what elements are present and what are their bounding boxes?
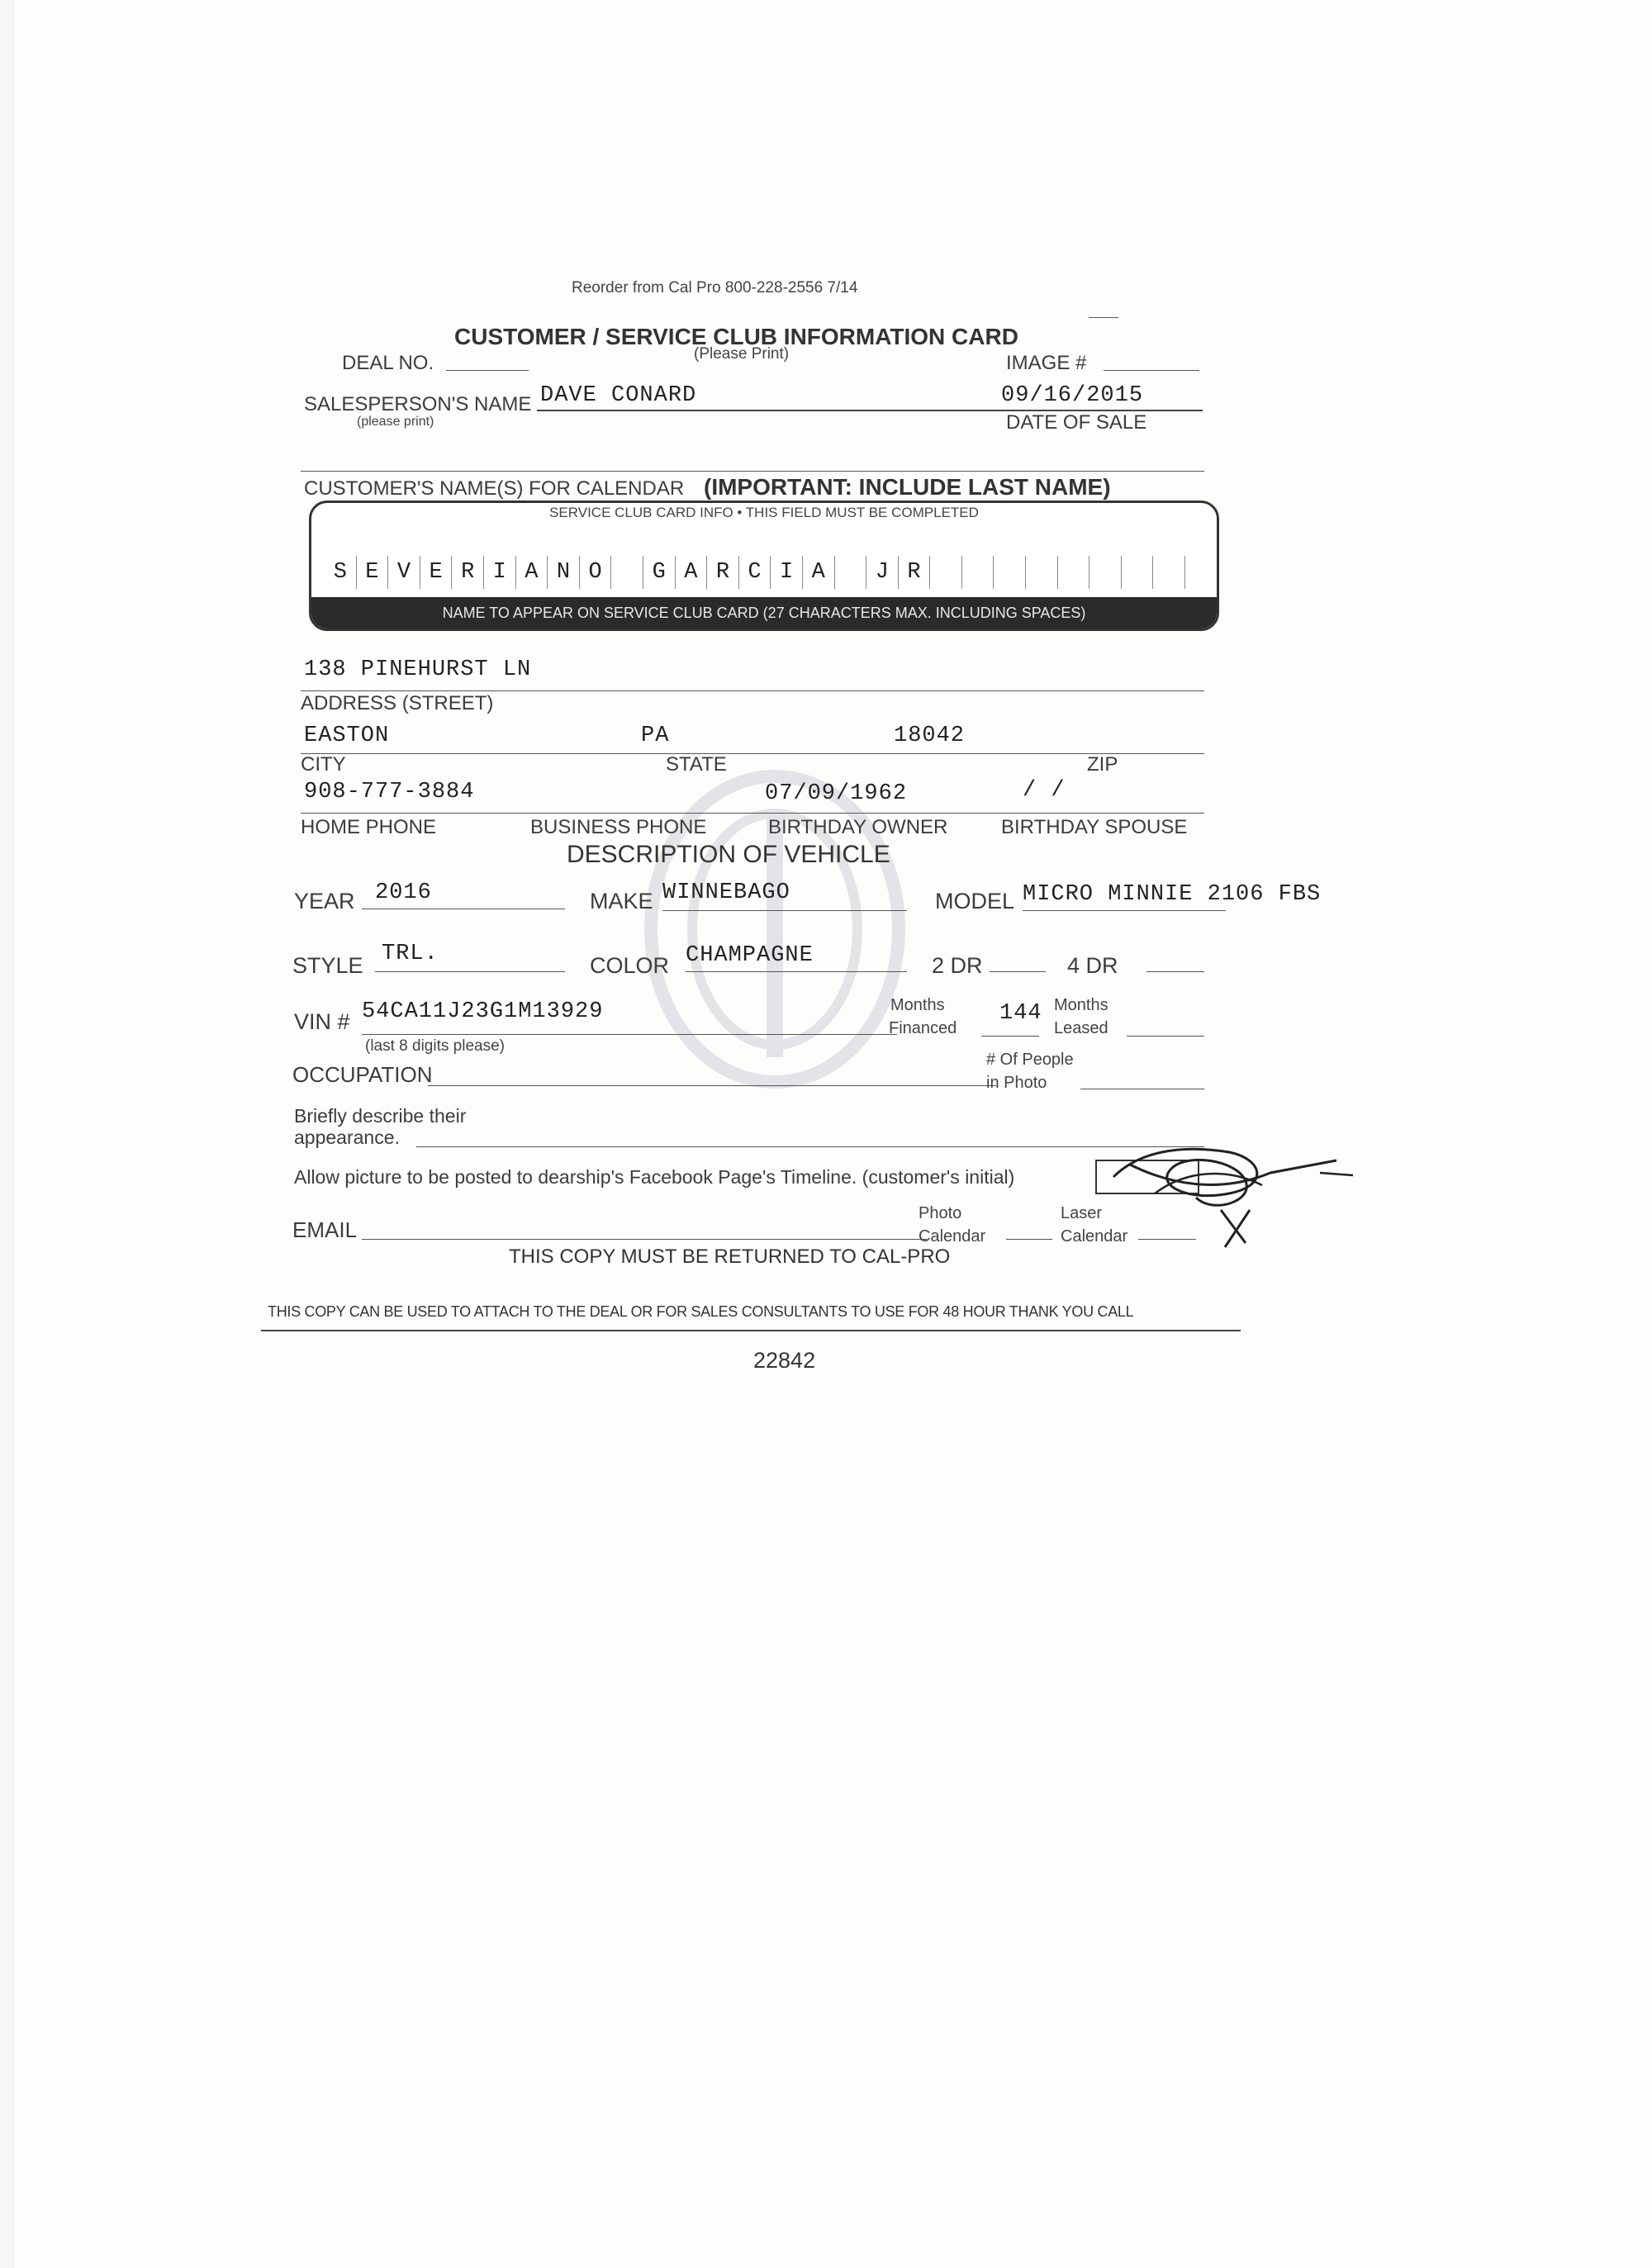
vin-label: VIN # bbox=[294, 1009, 350, 1034]
date-of-sale-value: 09/16/2015 bbox=[1001, 383, 1144, 408]
people-in-photo-label-top: # Of People bbox=[986, 1051, 1074, 1069]
card-char-cell bbox=[994, 556, 1026, 589]
months-leased-field[interactable] bbox=[1127, 1036, 1204, 1037]
make-label: MAKE bbox=[590, 889, 653, 913]
card-char-cell: G bbox=[643, 556, 676, 589]
card-char-cell: A bbox=[676, 556, 708, 589]
card-char-cell bbox=[930, 556, 962, 589]
year-label: YEAR bbox=[294, 889, 355, 913]
calendar-name-field[interactable] bbox=[301, 471, 1204, 472]
salesperson-sub-label: (please print) bbox=[357, 415, 434, 429]
photo-calendar-field[interactable] bbox=[1006, 1239, 1052, 1240]
city-state-zip-field[interactable] bbox=[301, 753, 1204, 754]
business-phone-label: BUSINESS PHONE bbox=[530, 816, 707, 838]
people-in-photo-label-bottom: in Photo bbox=[986, 1074, 1047, 1092]
email-label: EMAIL bbox=[292, 1217, 358, 1242]
occupation-label: OCCUPATION bbox=[292, 1062, 433, 1087]
email-field[interactable] bbox=[362, 1239, 927, 1240]
card-char-cell: R bbox=[452, 556, 484, 589]
card-char-cell: C bbox=[739, 556, 771, 589]
zip-value: 18042 bbox=[894, 724, 966, 748]
laser-calendar-label-bottom: Calendar bbox=[1061, 1227, 1128, 1246]
card-char-cell: A bbox=[803, 556, 835, 589]
card-char-cell bbox=[1153, 556, 1185, 589]
salesperson-label: SALESPERSON'S NAME bbox=[304, 393, 532, 415]
card-char-cell: J bbox=[866, 556, 899, 589]
form-title: CUSTOMER / SERVICE CLUB INFORMATION CARD bbox=[454, 324, 1018, 349]
footer-divider bbox=[261, 1330, 1241, 1331]
model-value: MICRO MINNIE 2106 FBS bbox=[1023, 882, 1322, 907]
style-label: STYLE bbox=[292, 953, 363, 978]
months-financed-label-top: Months bbox=[890, 996, 945, 1014]
card-char-cell bbox=[611, 556, 643, 589]
color-value: CHAMPAGNE bbox=[686, 943, 814, 968]
street-label: ADDRESS (STREET) bbox=[301, 692, 494, 714]
card-char-cell bbox=[1122, 556, 1154, 589]
year-value: 2016 bbox=[375, 880, 432, 905]
card-char-cell: I bbox=[484, 556, 516, 589]
vin-sub-label: (last 8 digits please) bbox=[365, 1037, 505, 1055]
two-door-label: 2 DR bbox=[932, 953, 983, 978]
image-no-label: IMAGE # bbox=[1006, 352, 1087, 374]
state-value: PA bbox=[641, 724, 670, 748]
card-header-text: SERVICE CLUB CARD INFO • THIS FIELD MUST BE COMPLETED bbox=[549, 505, 979, 520]
color-label: COLOR bbox=[590, 953, 670, 978]
color-field[interactable] bbox=[686, 971, 907, 972]
form-number: 22842 bbox=[753, 1348, 816, 1373]
card-char-cell: V bbox=[388, 556, 420, 589]
reorder-info: Reorder from Cal Pro 800-228-2556 7/14 bbox=[572, 279, 858, 297]
city-label: CITY bbox=[301, 753, 346, 776]
date-of-sale-label: DATE OF SALE bbox=[1006, 411, 1147, 434]
four-door-field[interactable] bbox=[1146, 971, 1204, 972]
birthday-owner-label: BIRTHDAY OWNER bbox=[768, 816, 948, 838]
card-name-cells[interactable] bbox=[325, 556, 1185, 589]
service-club-card-box bbox=[309, 501, 1219, 631]
birthday-spouse-label: BIRTHDAY SPOUSE bbox=[1001, 816, 1188, 838]
card-char-cell: O bbox=[580, 556, 612, 589]
zip-label: ZIP bbox=[1087, 753, 1118, 776]
vin-value: 54CA11J23G1M13929 bbox=[362, 999, 604, 1024]
phones-field[interactable] bbox=[301, 813, 1204, 814]
describe-label-line-1: Briefly describe their bbox=[294, 1105, 467, 1127]
months-leased-label-bottom: Leased bbox=[1054, 1019, 1108, 1037]
vin-field[interactable] bbox=[362, 1034, 897, 1035]
return-note: THIS COPY MUST BE RETURNED TO CAL-PRO bbox=[509, 1246, 951, 1268]
city-value: EASTON bbox=[304, 724, 390, 748]
state-label: STATE bbox=[666, 753, 727, 776]
card-char-cell: S bbox=[325, 556, 357, 589]
card-char-cell bbox=[962, 556, 995, 589]
card-char-cell: E bbox=[357, 556, 389, 589]
appearance-field[interactable] bbox=[416, 1146, 1204, 1147]
photo-calendar-label-top: Photo bbox=[919, 1204, 962, 1222]
important-note: (IMPORTANT: INCLUDE LAST NAME) bbox=[704, 474, 1111, 500]
model-field[interactable] bbox=[1023, 910, 1226, 911]
calendar-name-label: CUSTOMER'S NAME(S) FOR CALENDAR bbox=[304, 477, 685, 500]
laser-calendar-label-top: Laser bbox=[1061, 1204, 1103, 1222]
model-label: MODEL bbox=[935, 889, 1015, 913]
street-field[interactable] bbox=[301, 690, 1204, 691]
card-footer-bar: NAME TO APPEAR ON SERVICE CLUB CARD (27 CHARACTERS MAX. INCLUDING SPACES) bbox=[311, 597, 1217, 629]
birthday-spouse-value: / / bbox=[1023, 778, 1066, 803]
photo-calendar-label-bottom: Calendar bbox=[919, 1227, 986, 1246]
form-page bbox=[15, 0, 1652, 2268]
header-dash bbox=[1089, 317, 1118, 318]
make-field[interactable] bbox=[662, 910, 907, 911]
please-print-note: (Please Print) bbox=[694, 345, 790, 363]
facebook-permission-label: Allow picture to be posted to dearship's Facebook Page's Timeline. (customer's initial) bbox=[294, 1166, 1015, 1188]
style-value: TRL. bbox=[382, 942, 439, 966]
image-no-field[interactable] bbox=[1104, 370, 1199, 371]
card-char-cell: R bbox=[899, 556, 931, 589]
deal-no-label: DEAL NO. bbox=[342, 352, 434, 374]
card-char-cell: A bbox=[516, 556, 548, 589]
describe-label-line-2: appearance. bbox=[294, 1127, 400, 1148]
card-char-cell bbox=[1058, 556, 1090, 589]
vehicle-section-title: DESCRIPTION OF VEHICLE bbox=[567, 841, 890, 868]
four-door-label: 4 DR bbox=[1067, 953, 1118, 978]
deal-no-field[interactable] bbox=[446, 370, 529, 371]
months-financed-field[interactable] bbox=[981, 1036, 1039, 1037]
two-door-field[interactable] bbox=[990, 971, 1046, 972]
birthday-owner-value: 07/09/1962 bbox=[765, 781, 908, 806]
card-char-cell: R bbox=[707, 556, 739, 589]
card-char-cell: E bbox=[420, 556, 453, 589]
occupation-field[interactable] bbox=[428, 1085, 996, 1086]
card-char-cell: I bbox=[771, 556, 803, 589]
months-financed-value: 144 bbox=[999, 1001, 1042, 1026]
home-phone-label: HOME PHONE bbox=[301, 816, 437, 838]
make-value: WINNEBAGO bbox=[662, 880, 790, 905]
card-char-cell bbox=[835, 556, 867, 589]
home-phone-value: 908-777-3884 bbox=[304, 780, 475, 804]
footer-note: THIS COPY CAN BE USED TO ATTACH TO THE DEAL OR FOR SALES CONSULTANTS TO USE FOR 48 HOUR THANK YOU CALL bbox=[268, 1303, 1134, 1320]
months-financed-label-bottom: Financed bbox=[889, 1019, 957, 1037]
customer-initial-signature bbox=[1105, 1136, 1361, 1260]
card-char-cell bbox=[1026, 556, 1058, 589]
laser-calendar-field[interactable] bbox=[1138, 1239, 1196, 1240]
street-value: 138 PINEHURST LN bbox=[304, 657, 532, 682]
card-char-cell bbox=[1089, 556, 1122, 589]
card-char-cell: N bbox=[548, 556, 580, 589]
months-leased-label-top: Months bbox=[1054, 996, 1108, 1014]
style-field[interactable] bbox=[375, 971, 565, 972]
salesperson-name-value: DAVE CONARD bbox=[540, 383, 697, 408]
